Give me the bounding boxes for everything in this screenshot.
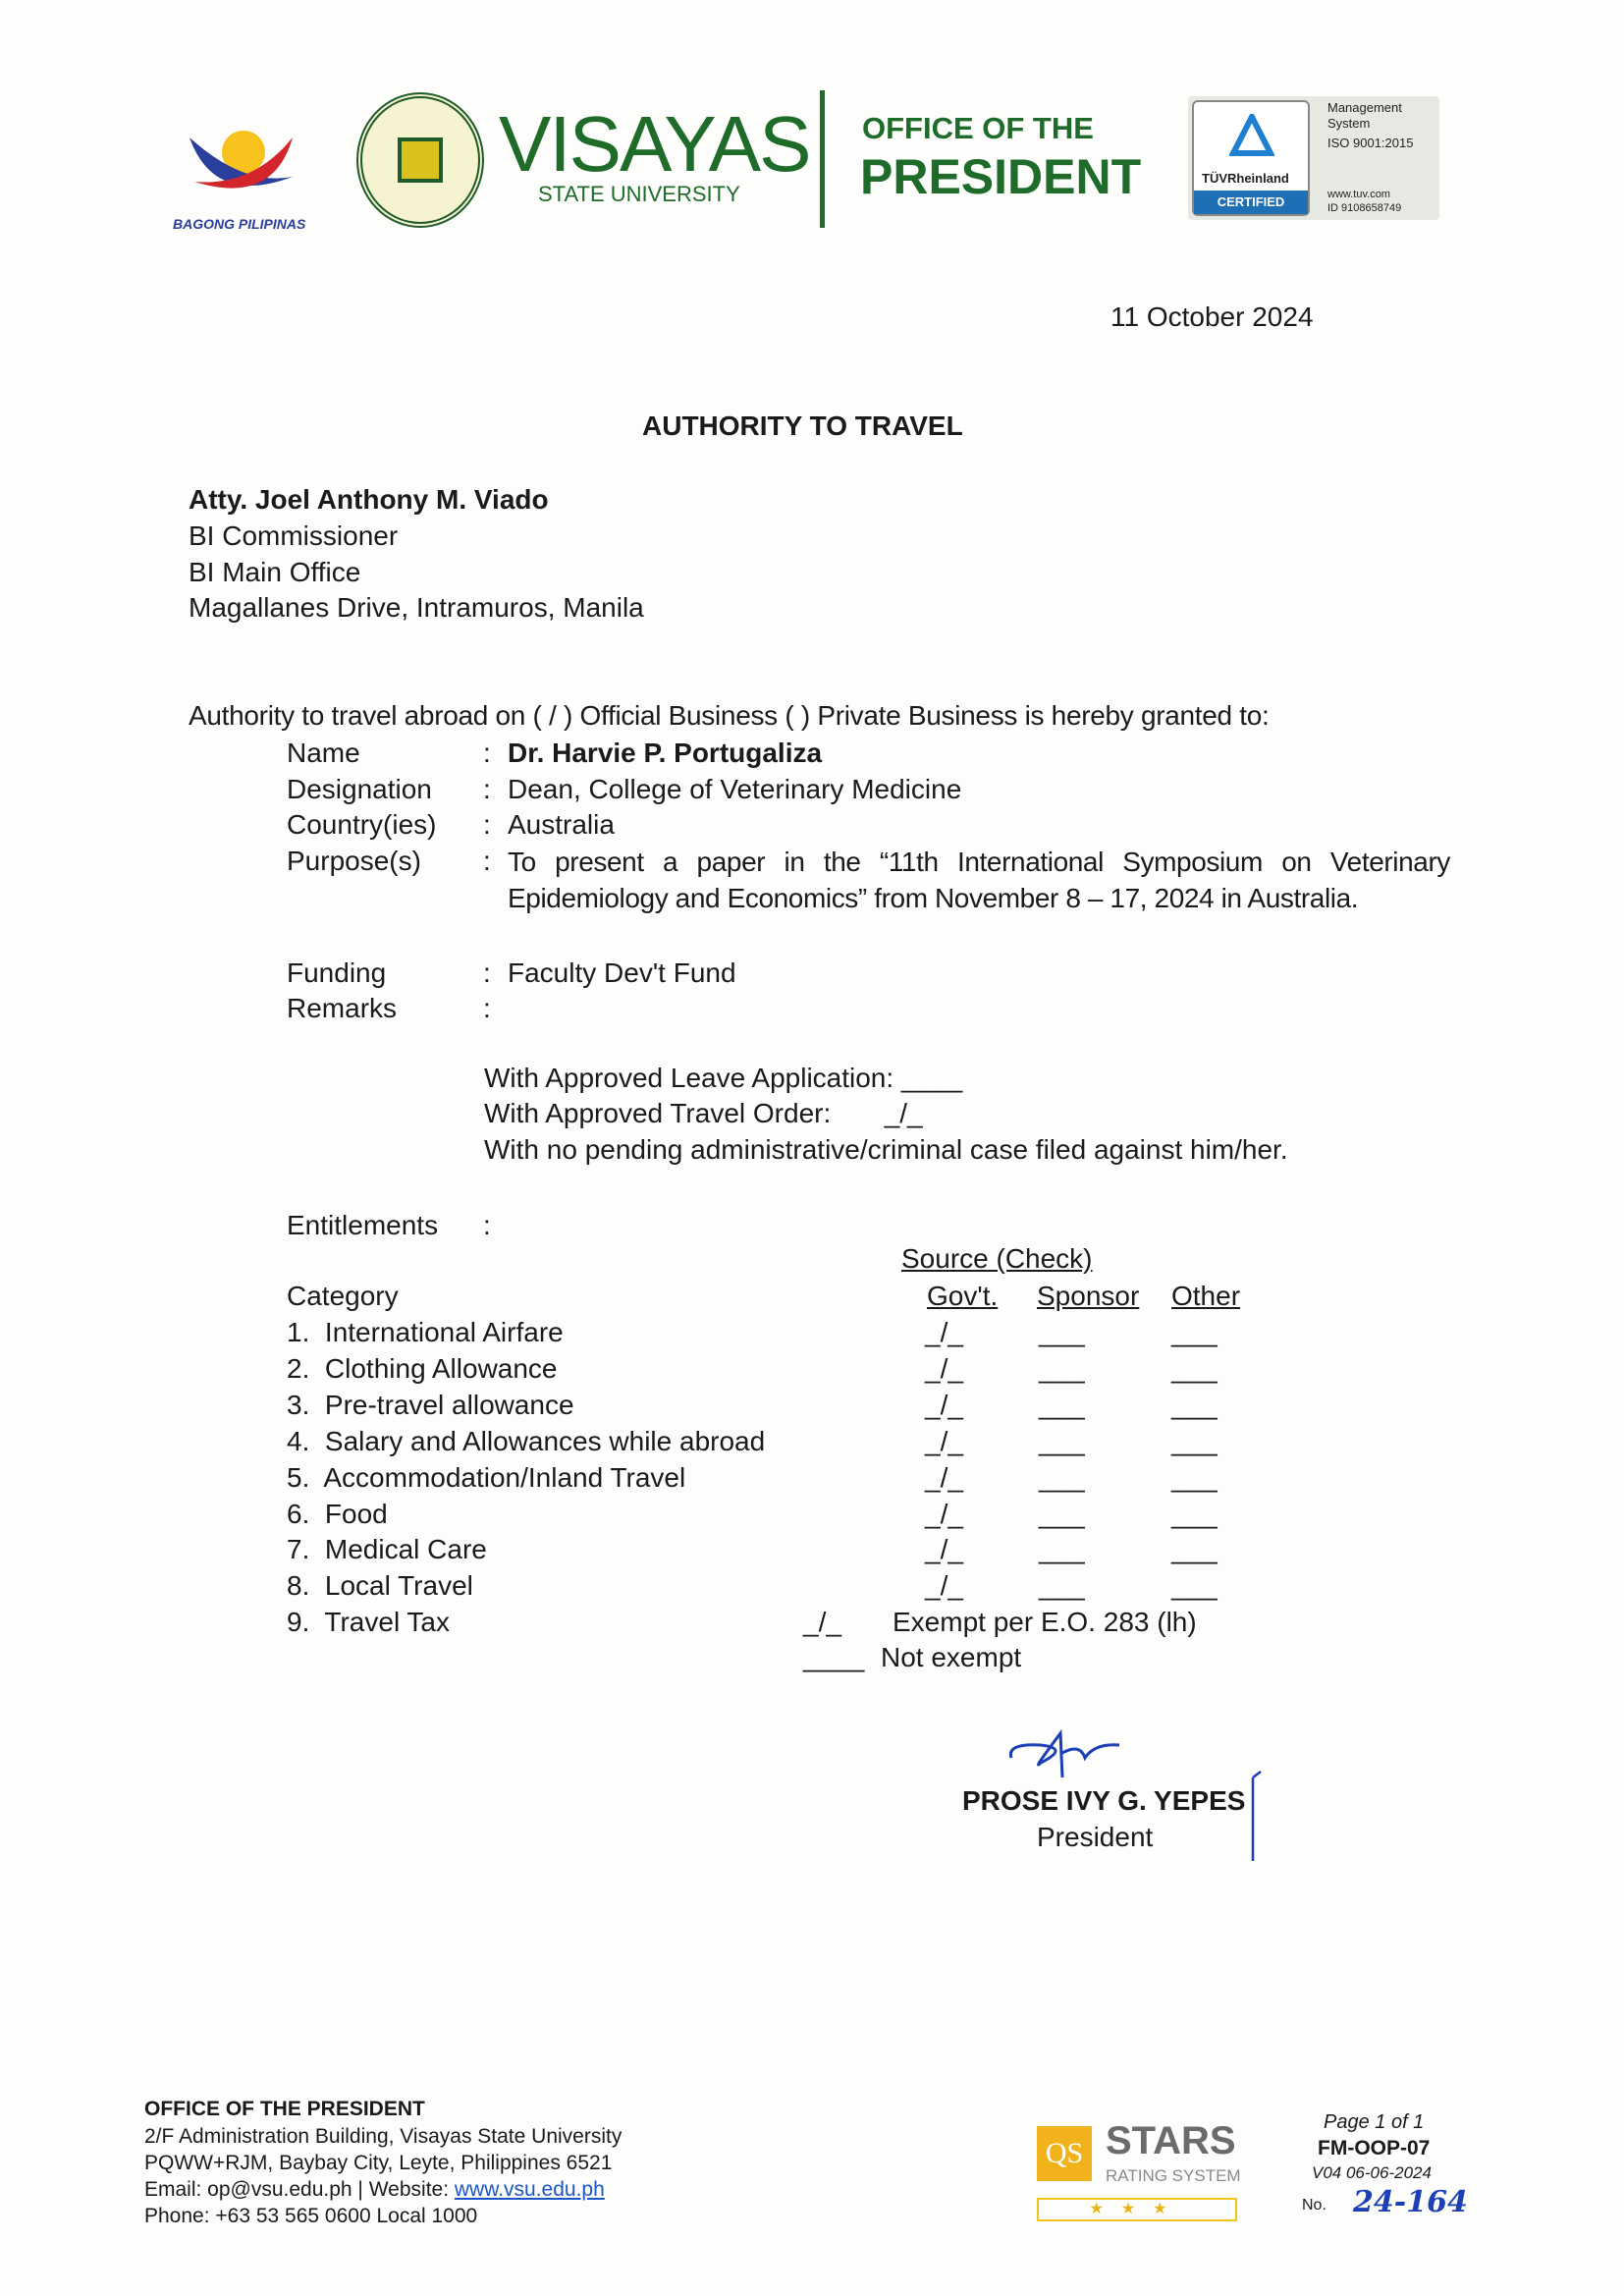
- form-code: FM-OOP-07: [1318, 2137, 1431, 2159]
- detail-label-purpose: Purpose(s): [287, 846, 421, 876]
- other-blank: ___: [1171, 1498, 1218, 1529]
- sponsor-blank: ___: [1039, 1461, 1085, 1493]
- traveler-country: Australia: [508, 809, 615, 840]
- category-header: Category: [287, 1281, 399, 1311]
- other-blank: ___: [1171, 1317, 1218, 1347]
- qs-star-rating: ★★★: [1037, 2198, 1237, 2221]
- other-blank: ___: [1171, 1352, 1218, 1384]
- university-name: VISAYAS: [499, 100, 810, 188]
- col-other: Other: [1171, 1281, 1241, 1311]
- bagong-pilipinas-text: BAGONG PILIPINAS: [173, 216, 306, 232]
- sponsor-blank: ___: [1039, 1352, 1085, 1384]
- travel-tax-not-mark: ____: [803, 1642, 865, 1672]
- footer-contact: [144, 2176, 605, 2203]
- document-title: AUTHORITY TO TRAVEL: [642, 410, 963, 441]
- sponsor-blank: ___: [1039, 1425, 1085, 1456]
- tuv-id: ID 9108658749: [1327, 202, 1402, 214]
- entitlement-category: 2. Clothing Allowance: [287, 1352, 558, 1384]
- sponsor-blank: ___: [1039, 1570, 1085, 1602]
- gov-check-mark: _/_: [925, 1317, 963, 1347]
- iso-text: ISO 9001:2015: [1327, 136, 1414, 150]
- bagong-pilipinas-emblem-icon: [185, 98, 302, 216]
- gov-check-mark: _/_: [925, 1534, 963, 1565]
- qs-rating: RATING SYSTEM: [1106, 2166, 1241, 2185]
- detail-label-remarks: Remarks: [287, 993, 398, 1023]
- entitlement-category: 8. Local Travel: [287, 1570, 473, 1602]
- control-no-value: 24-164: [1353, 2185, 1468, 2219]
- qs-stars: STARS: [1106, 2119, 1236, 2162]
- col-sponsor: Sponsor: [1037, 1281, 1140, 1311]
- document-date: 11 October 2024: [1110, 301, 1314, 332]
- form-version: V04 06-06-2024: [1312, 2163, 1432, 2182]
- addressee-name: Atty. Joel Anthony M. Viado: [189, 484, 549, 515]
- entitlement-category: 3. Pre-travel allowance: [287, 1389, 574, 1420]
- gov-check-mark: _/_: [925, 1570, 963, 1602]
- entitlement-category: 1. International Airfare: [287, 1317, 564, 1347]
- mgmt-line1: Management: [1327, 100, 1402, 115]
- addressee-office: BI Main Office: [189, 557, 361, 587]
- website-link[interactable]: www.vsu.edu.ph: [454, 2178, 605, 2201]
- vsu-seal: [356, 92, 484, 228]
- tuv-brand: TÜVRheinland: [1202, 171, 1289, 186]
- sponsor-blank: ___: [1039, 1389, 1085, 1420]
- gov-check-mark: _/_: [925, 1352, 963, 1384]
- colon: :: [483, 957, 491, 988]
- detail-label-name: Name: [287, 738, 360, 768]
- traveler-purpose: To present a paper in the “11th International Symposium on Veterinary Epidemiology and Economics” from November 8 – 17, 2024 in Australia.: [508, 847, 1450, 913]
- travel-tax-exempt: Exempt per E.O. 283 (lh): [893, 1607, 1197, 1637]
- detail-label-designation: Designation: [287, 774, 432, 804]
- signature-icon: [1001, 1723, 1129, 1782]
- other-blank: ___: [1171, 1389, 1218, 1420]
- condition-travel-order: With Approved Travel Order: _/_: [484, 1098, 923, 1128]
- other-blank: ___: [1171, 1570, 1218, 1602]
- col-gov: Gov't.: [927, 1281, 999, 1311]
- tuv-triangle-icon: [1229, 114, 1274, 159]
- other-blank: ___: [1171, 1425, 1218, 1456]
- travel-tax-not-exempt: Not exempt: [881, 1642, 1022, 1672]
- other-blank: ___: [1171, 1534, 1218, 1565]
- colon: :: [483, 809, 491, 840]
- footer-email: Email: op@vsu.edu.ph | Website:: [144, 2178, 455, 2201]
- colon: :: [483, 993, 491, 1023]
- gov-check-mark: _/_: [925, 1498, 963, 1529]
- authority-intro: Authority to travel abroad on ( / ) Official Business ( ) Private Business is hereby granted to:: [189, 700, 1270, 731]
- colon: :: [483, 1210, 491, 1240]
- gov-check-mark: _/_: [925, 1389, 963, 1420]
- gov-check-mark: _/_: [925, 1461, 963, 1493]
- seal-center-icon: [398, 137, 443, 183]
- travel-tax-exempt-mark: _/_: [803, 1607, 841, 1637]
- traveler-funding: Faculty Dev't Fund: [508, 957, 736, 988]
- control-no-label: No.: [1302, 2197, 1326, 2214]
- colon: :: [483, 846, 491, 876]
- addressee-position: BI Commissioner: [189, 520, 399, 551]
- tuv-url: www.tuv.com: [1327, 189, 1390, 200]
- office-line1: OFFICE OF THE: [862, 111, 1094, 145]
- entitlements-label: Entitlements: [287, 1210, 439, 1240]
- tuv-certified: CERTIFIED: [1194, 191, 1308, 214]
- sponsor-blank: ___: [1039, 1534, 1085, 1565]
- office-line2: PRESIDENT: [860, 149, 1142, 204]
- condition-leave: With Approved Leave Application: ____: [484, 1063, 963, 1093]
- traveler-designation: Dean, College of Veterinary Medicine: [508, 774, 962, 804]
- detail-label-country: Country(ies): [287, 809, 437, 840]
- entitlement-category: 5. Accommodation/Inland Travel: [287, 1461, 686, 1493]
- tuv-badge: [1188, 96, 1439, 220]
- footer-phone: Phone: +63 53 565 0600 Local 1000: [144, 2205, 478, 2227]
- mgmt-line2: System: [1327, 116, 1371, 131]
- sponsor-blank: ___: [1039, 1498, 1085, 1529]
- entitlement-category: 6. Food: [287, 1498, 388, 1529]
- entitlement-category: 7. Medical Care: [287, 1534, 487, 1565]
- detail-label-funding: Funding: [287, 957, 387, 988]
- colon: :: [483, 738, 491, 768]
- colon: :: [483, 774, 491, 804]
- header-divider: [820, 90, 825, 228]
- footer-address-1: 2/F Administration Building, Visayas State University: [144, 2125, 623, 2148]
- page-number: Page 1 of 1: [1324, 2111, 1425, 2133]
- signatory-title: President: [1037, 1822, 1154, 1852]
- source-header: Source (Check): [901, 1243, 1093, 1274]
- traveler-name: Dr. Harvie P. Portugaliza: [508, 738, 823, 768]
- travel-tax-label: 9. Travel Tax: [287, 1607, 451, 1637]
- footer-office: OFFICE OF THE PRESIDENT: [144, 2098, 425, 2120]
- condition-no-case: With no pending administrative/criminal case filed against him/her.: [484, 1134, 1288, 1165]
- signatory-name: PROSE IVY G. YEPES: [962, 1785, 1246, 1816]
- university-subtitle: STATE UNIVERSITY: [538, 182, 740, 206]
- gov-check-mark: _/_: [925, 1425, 963, 1456]
- entitlement-category: 4. Salary and Allowances while abroad: [287, 1425, 766, 1456]
- other-blank: ___: [1171, 1461, 1218, 1493]
- initial-mark-icon: [1245, 1768, 1265, 1866]
- sponsor-blank: ___: [1039, 1317, 1085, 1347]
- addressee-address: Magallanes Drive, Intramuros, Manila: [189, 592, 644, 623]
- footer-address-2: PQWW+RJM, Baybay City, Leyte, Philippines 6521: [144, 2152, 613, 2174]
- qs-logo: QS: [1037, 2126, 1092, 2181]
